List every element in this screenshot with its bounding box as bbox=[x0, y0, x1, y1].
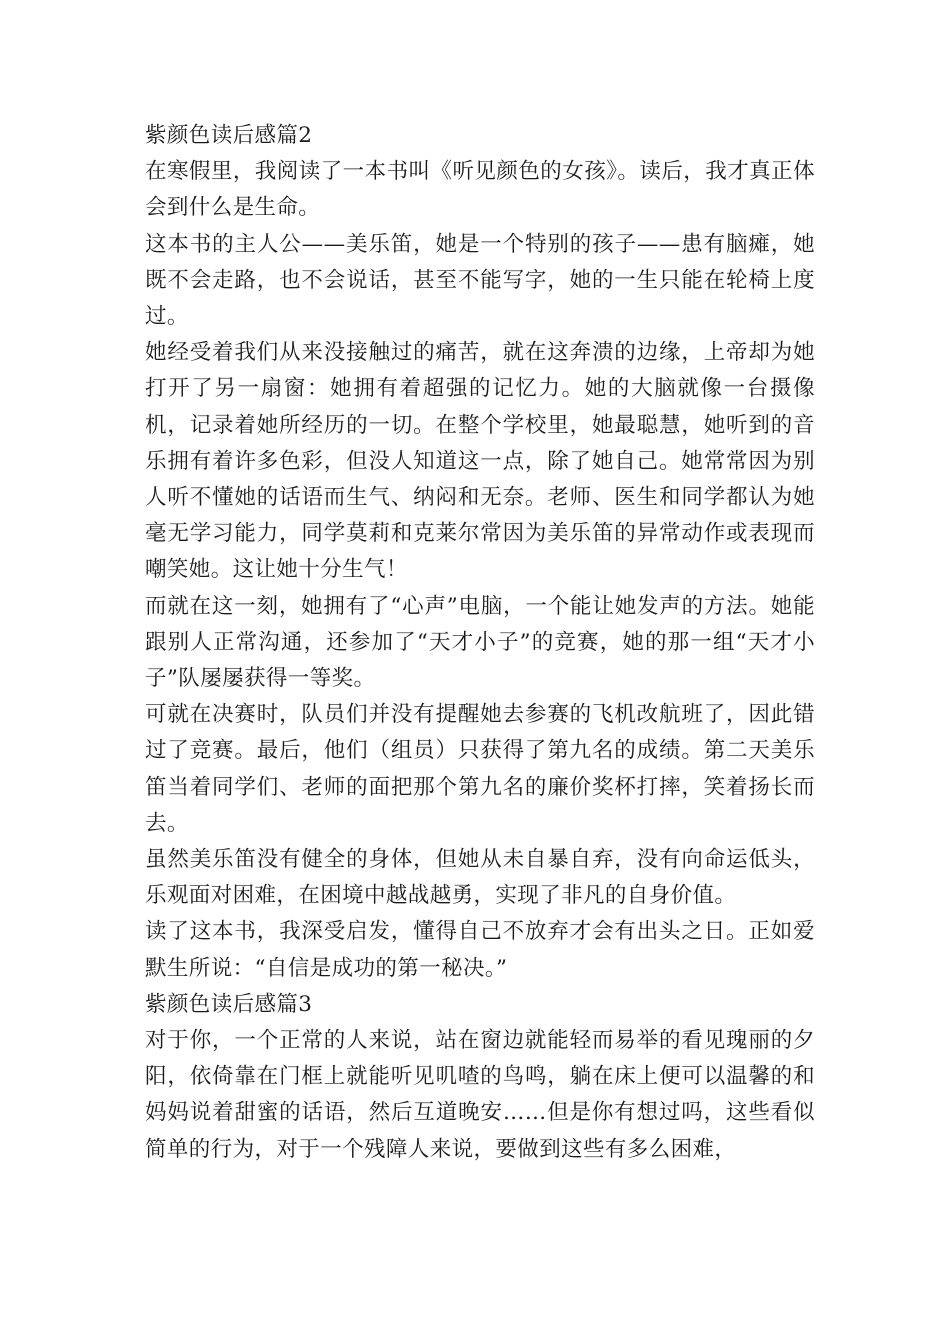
section-heading-2: 紫颜色读后感篇2 bbox=[145, 123, 313, 148]
document-body bbox=[145, 118, 815, 1168]
paragraph: 虽然美乐笛没有健全的身体，但她从未自暴自弃，没有向命运低头，乐观面对困难，在困境中越战越勇，实现了非凡的自身价值。 bbox=[145, 847, 815, 909]
paragraph: 在寒假里，我阅读了一本书叫《听见颜色的女孩》。读后，我才真正体会到什么是生命。 bbox=[145, 159, 815, 221]
paragraph: 对于你，一个正常的人来说，站在窗边就能轻而易举的看见瑰丽的夕阳，依倚靠在门框上就能听见叽喳的鸟鸣，躺在床上便可以温馨的和妈妈说着甜蜜的话语，然后互道晚安……但是你有想过吗，这些看似简单的行为，对于一个残障人来说，要做到这些有多么困难， bbox=[145, 1028, 815, 1162]
paragraph: 而就在这一刻，她拥有了“心声”电脑，一个能让她发声的方法。她能跟别人正常沟通，还参加了“天才小子”的竞赛，她的那一组“天才小子”队屡屡获得一等奖。 bbox=[145, 593, 815, 692]
paragraph: 可就在决赛时，队员们并没有提醒她去参赛的飞机改航班了，因此错过了竞赛。最后，他们（组员）只获得了第九名的成绩。第二天美乐笛当着同学们、老师的面把那个第九名的廉价奖杯打摔，笑着扬长而去。 bbox=[145, 702, 815, 836]
section-heading-3: 紫颜色读后感篇3 bbox=[145, 991, 313, 1017]
paragraph: 读了这本书，我深受启发，懂得自己不放弃才会有出头之日。正如爱默生所说：“自信是成功的第一秘决。” bbox=[145, 919, 815, 981]
paragraph: 她经受着我们从来没接触过的痛苦，就在这奔溃的边缘，上帝却为她打开了另一扇窗：她拥有着超强的记忆力。她的大脑就像一台摄像机，记录着她所经历的一切。在整个学校里，她最聪慧，她听到的音乐拥有着许多色彩，但没人知道这一点，除了她自己。她常常因为别人听不懂她的话语而生气、纳闷和无奈。老师、医生和同学都认为她毫无学习能力，同学莫莉和克莱尔常因为美乐笛的异常动作或表现而嘲笑她。这让她十分生气！ bbox=[145, 340, 815, 583]
paragraph: 这本书的主人公——美乐笛，她是一个特别的孩子——患有脑瘫，她既不会走路，也不会说话，甚至不能写字，她的一生只能在轮椅上度过。 bbox=[145, 231, 815, 330]
